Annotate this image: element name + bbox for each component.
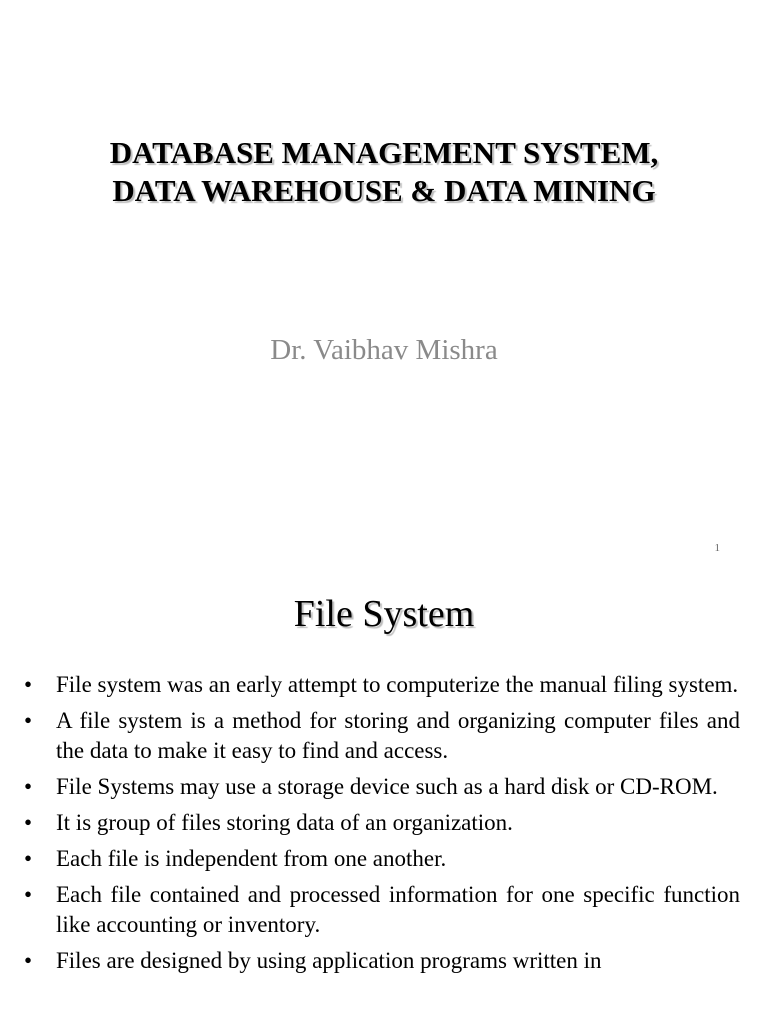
bullet-item: • It is group of files storing data of an organization. (24, 808, 740, 838)
author-name: Dr. Vaibhav Mishra (270, 334, 498, 366)
bullet-item: • A file system is a method for storing and organizing computer files and the data to make it easy to find and access. (24, 706, 740, 766)
slide-2 (0, 576, 768, 1024)
title-line-2: DATA WAREHOUSE & DATA MINING (112, 173, 656, 208)
bullet-item: • File Systems may use a storage device such as a hard disk or CD-ROM. (24, 772, 740, 802)
bullet-item: • Each file is independent from one another. (24, 844, 740, 874)
bullet-item: • Files are designed by using application programs written in (24, 946, 740, 976)
slide-title (0, 134, 768, 210)
bullet-item: • Each file contained and processed information for one specific function like accounting or inventory. (24, 880, 740, 940)
bullet-item: • File system was an early attempt to computerize the manual filing system. (24, 670, 740, 700)
page-number: 1 (714, 542, 720, 554)
slide-heading: File System (293, 593, 475, 635)
bullet-list (24, 670, 740, 982)
title-line-1: DATABASE MANAGEMENT SYSTEM, (109, 135, 659, 170)
